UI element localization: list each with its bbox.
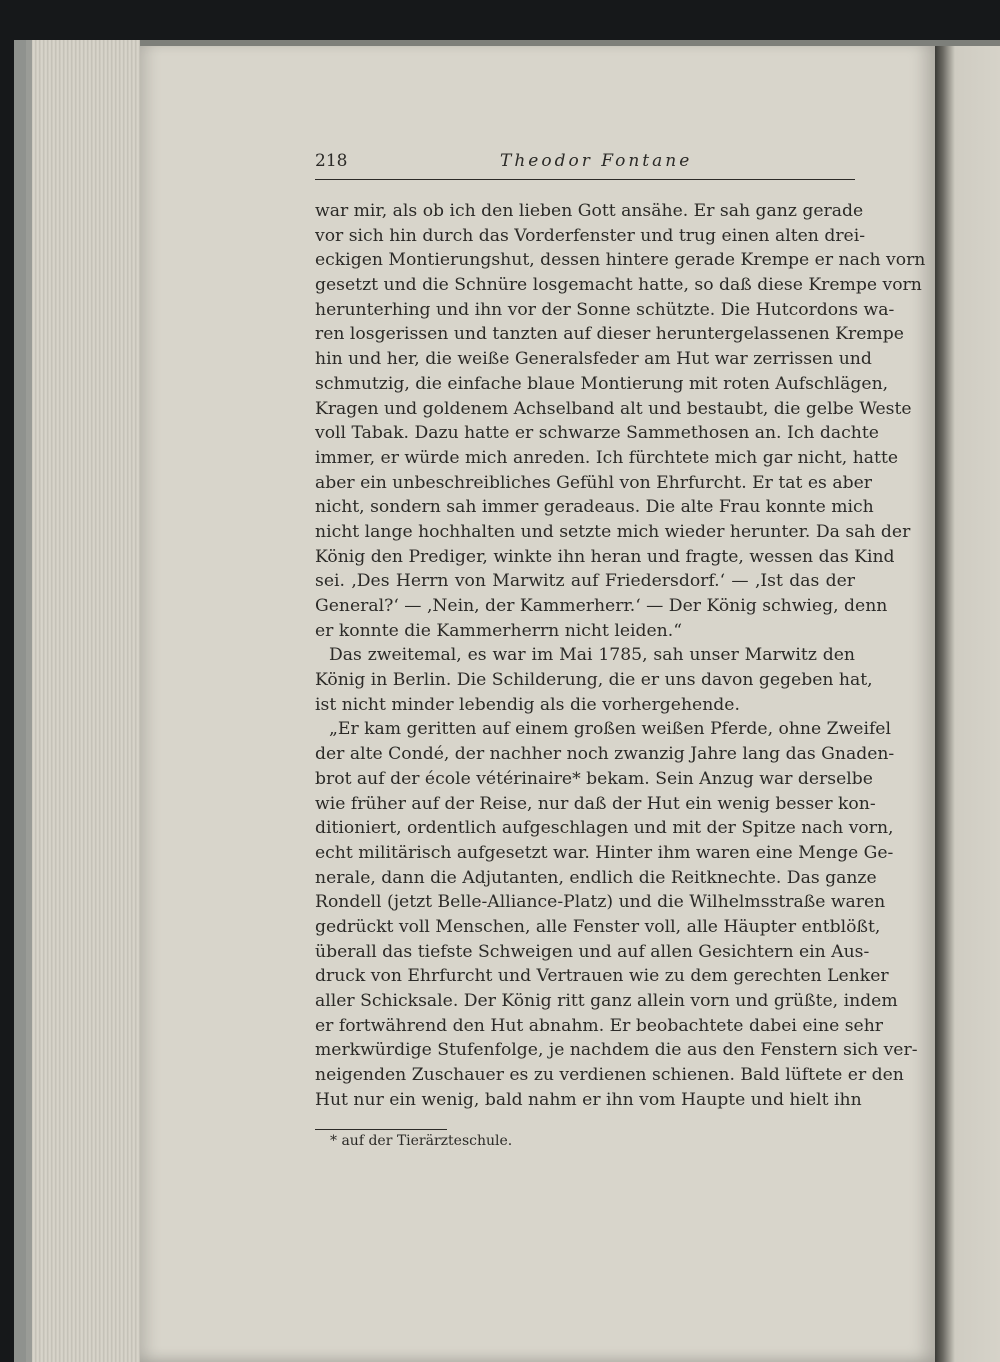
text-line: der alte Condé, der nachher noch zwanzig Jahre lang das Gnaden- [315,744,895,765]
text-line: wie früher auf der Reise, nur daß der Hut ein wenig besser kon- [315,793,876,814]
text-line: Kragen und goldenem Achselband alt und bestaubt, die gelbe Weste [315,398,912,419]
text-line: ren losgerissen und tanzten auf dieser heruntergelassenen Krempe [315,324,904,345]
text-line: Hut nur ein wenig, bald nahm er ihn vom Haupte und hielt ihn [315,1089,862,1110]
text-line: schmutzig, die einfache blaue Montierung mit roten Aufschlägen, [315,373,889,394]
text-line: überall das tiefste Schweigen und auf allen Gesichtern ein Aus- [315,941,870,962]
text-line: König in Berlin. Die Schilderung, die er uns davon gegeben hat, [315,670,873,691]
text-line: nicht lange hochhalten und setzte mich wieder herunter. Da sah der [315,521,911,542]
text-line: immer, er würde mich anreden. Ich fürchtete mich gar nicht, hatte [315,447,899,468]
text-line: voll Tabak. Dazu hatte er schwarze Sammethosen an. Ich dachte [315,423,879,444]
text-line: brot auf der école vétérinaire* bekam. Sein Anzug war derselbe [315,768,873,789]
text-line: aller Schicksale. Der König ritt ganz allein vorn und grüßte, indem [315,991,898,1011]
text-line: er konnte die Kammerherrn nicht leiden.“ [315,620,682,641]
text-line: ditioniert, ordentlich aufgeschlagen und mit der Spitze nach vorn, [315,818,894,839]
page-header [315,151,855,180]
text-line: Das zweitemal, es war im Mai 1785, sah unser Marwitz den [329,645,855,666]
text-line: vor sich hin durch das Vorderfenster und trug einen alten drei- [315,225,866,246]
body-text [315,199,926,1112]
text-line: General?‘ — ‚Nein, der Kammerherr.‘ — Der König schwieg, denn [315,596,888,616]
page-number: 218 [315,151,348,171]
facing-page-edge [935,40,1000,1362]
text-line: eckigen Montierungshut, dessen hintere gerade Krempe er nach vorn [315,250,926,271]
text-line: neigenden Zuschauer es zu verdienen schienen. Bald lüftete er den [315,1065,904,1086]
text-line: König den Prediger, winkte ihn heran und fragte, wessen das Kind [315,546,895,567]
book-top-edge [140,40,1000,46]
footnote-rule [315,1129,447,1130]
text-line: gesetzt und die Schnüre losgemacht hatte, so daß diese Krempe vorn [315,275,922,296]
text-line: merkwürdige Stufenfolge, je nachdem die aus den Fenstern sich ver- [315,1040,918,1061]
text-line: aber ein unbeschreibliches Gefühl von Ehrfurcht. Er tat es aber [315,472,872,493]
text-line: Rondell (jetzt Belle-Alliance-Platz) und die Wilhelmsstraße waren [315,892,886,913]
text-line: echt militärisch aufgesetzt war. Hinter ihm waren eine Menge Ge- [315,842,894,863]
text-line: nerale, dann die Adjutanten, endlich die Reitknechte. Das ganze [315,867,877,888]
text-line: war mir, als ob ich den lieben Gott ansähe. Er sah ganz gerade [315,201,864,221]
text-line: sei. ‚Des Herrn von Marwitz auf Friedersdorf.‘ — ‚Ist das der [315,571,855,592]
text-line: druck von Ehrfurcht und Vertrauen wie zu dem gerechten Lenker [315,966,889,987]
page-stack-edges [26,40,152,1362]
text-line: herunterhing und ihn vor der Sonne schützte. Die Hutcordons wa- [315,299,895,320]
running-head: Theodor Fontane [500,151,693,171]
text-line: „Er kam geritten auf einem großen weißen Pferde, ohne Zweifel [329,719,891,740]
text-line: ist nicht minder lebendig als die vorhergehende. [315,694,740,715]
footnote: * auf der Tierärzteschule. [330,1133,513,1149]
text-line: er fortwährend den Hut abnahm. Er beobachtete dabei eine sehr [315,1015,883,1036]
text-line: gedrückt voll Menschen, alle Fenster voll, alle Häupter entblößt, [315,916,881,937]
text-line: nicht, sondern sah immer geradeaus. Die alte Frau konnte mich [315,497,874,518]
text-line: hin und her, die weiße Generalsfeder am Hut war zerrissen und [315,349,872,370]
